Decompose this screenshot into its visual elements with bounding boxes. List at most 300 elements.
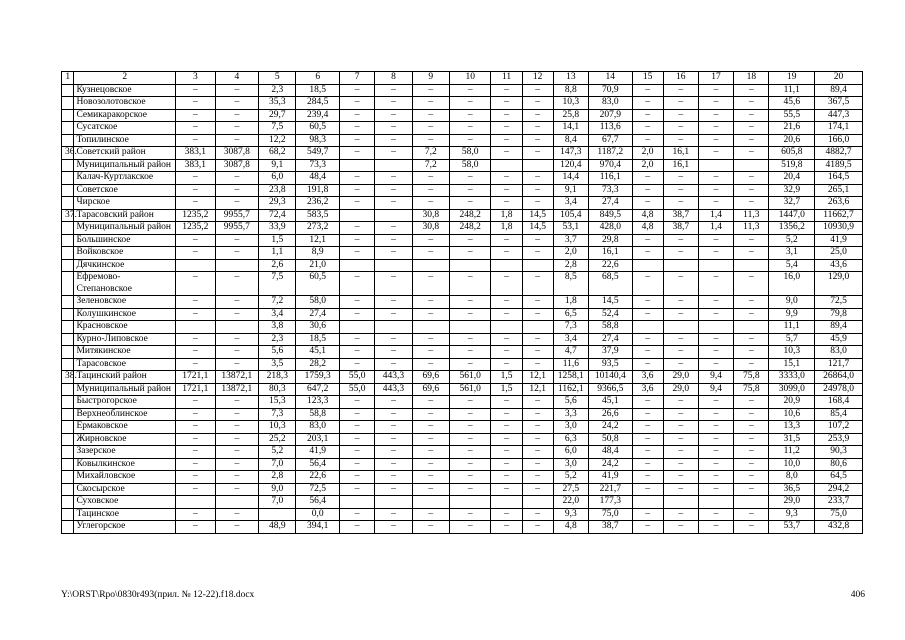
table-cell: 13,3 <box>769 421 815 434</box>
table-cell: – <box>215 408 259 421</box>
table-cell <box>62 234 74 247</box>
table-cell: – <box>176 296 215 309</box>
table-cell: – <box>375 446 412 459</box>
table-cell: – <box>522 521 553 534</box>
table-cell: – <box>522 358 553 371</box>
table-cell: – <box>734 122 769 135</box>
table-cell: – <box>340 346 375 359</box>
table-cell: 56,4 <box>296 458 340 471</box>
table-cell: – <box>215 184 259 197</box>
table-cell: – <box>412 184 449 197</box>
table-cell: – <box>632 247 663 260</box>
table-cell: – <box>734 458 769 471</box>
table-cell: 26864,0 <box>815 371 863 384</box>
table-cell: 80,6 <box>815 458 863 471</box>
table-cell: 2,8 <box>259 471 296 484</box>
table-cell: – <box>491 408 522 421</box>
table-cell: 58,0 <box>449 159 491 172</box>
table-cell: 4189,5 <box>815 159 863 172</box>
table-cell: 68,5 <box>588 272 632 296</box>
table-cell <box>62 296 74 309</box>
table-cell: – <box>449 197 491 210</box>
table-cell: 383,1 <box>176 147 215 160</box>
table-cell <box>62 308 74 321</box>
table-cell: – <box>698 358 733 371</box>
table-cell: 58,0 <box>449 147 491 160</box>
table-cell: 12,1 <box>522 383 553 396</box>
table-cell: – <box>632 458 663 471</box>
table-cell: – <box>698 408 733 421</box>
table-cell: 89,4 <box>815 321 863 334</box>
table-cell: – <box>698 333 733 346</box>
table-cell: – <box>340 234 375 247</box>
table-cell: 166,0 <box>815 134 863 147</box>
table-cell: – <box>522 272 553 296</box>
table-cell: – <box>491 333 522 346</box>
table-cell: 14,1 <box>553 122 588 135</box>
table-row <box>62 521 863 534</box>
table-cell: 1721,1 <box>176 383 215 396</box>
table-cell: 29,0 <box>769 496 815 509</box>
table-cell <box>62 109 74 122</box>
table-cell: 58,0 <box>296 296 340 309</box>
table-cell: 13872,1 <box>215 383 259 396</box>
table-body <box>62 72 863 534</box>
table-cell: 218,3 <box>259 371 296 384</box>
table-cell: 849,5 <box>588 209 632 222</box>
table-row <box>62 408 863 421</box>
table-cell <box>62 446 74 459</box>
table-cell: – <box>412 446 449 459</box>
table-cell: – <box>663 508 698 521</box>
table-cell: 9955,7 <box>215 222 259 235</box>
table-cell: – <box>176 396 215 409</box>
table-cell: 5,7 <box>769 333 815 346</box>
table-cell: – <box>375 433 412 446</box>
row-name-cell: Ковылкинское <box>74 458 176 471</box>
table-row <box>62 496 863 509</box>
table-cell: 25,0 <box>815 247 863 260</box>
table-cell: 9,1 <box>259 159 296 172</box>
row-name-cell: Красновское <box>74 321 176 334</box>
table-cell: – <box>522 247 553 260</box>
table-cell: 21,6 <box>769 122 815 135</box>
table-cell: 12,1 <box>522 371 553 384</box>
table-cell <box>491 321 522 334</box>
table-cell: 8,0 <box>769 471 815 484</box>
table-cell: 10,0 <box>769 458 815 471</box>
table-cell: – <box>632 521 663 534</box>
table-cell: – <box>522 109 553 122</box>
table-cell <box>62 346 74 359</box>
table-cell: 7,3 <box>553 321 588 334</box>
table-cell: 11,1 <box>769 84 815 97</box>
table-cell: 4,8 <box>553 521 588 534</box>
row-name-cell: Войковское <box>74 247 176 260</box>
table-cell: 1,4 <box>698 209 733 222</box>
table-cell: 10,6 <box>769 408 815 421</box>
table-cell: – <box>449 421 491 434</box>
table-cell: 67,7 <box>588 134 632 147</box>
table-cell: 75,0 <box>815 508 863 521</box>
table-cell: – <box>632 272 663 296</box>
row-name-cell: Чирское <box>74 197 176 210</box>
column-header: 17 <box>698 72 733 85</box>
table-cell: – <box>449 109 491 122</box>
table-row <box>62 471 863 484</box>
table-cell: – <box>449 433 491 446</box>
table-cell: 11,3 <box>734 222 769 235</box>
table-cell: – <box>340 97 375 110</box>
table-cell: 45,1 <box>296 346 340 359</box>
table-cell: 14,4 <box>553 172 588 185</box>
table-cell: – <box>375 84 412 97</box>
column-header: 15 <box>632 72 663 85</box>
table-cell: – <box>632 234 663 247</box>
table-cell: 5,6 <box>259 346 296 359</box>
table-cell: – <box>412 408 449 421</box>
table-cell <box>259 508 296 521</box>
row-name-cell: Муниципальный район <box>74 383 176 396</box>
table-cell: – <box>215 421 259 434</box>
table-cell: 9,0 <box>259 483 296 496</box>
table-cell: 1,4 <box>698 222 733 235</box>
table-cell: 394,1 <box>296 521 340 534</box>
table-cell: – <box>632 197 663 210</box>
table-cell: – <box>663 358 698 371</box>
table-cell: 0,0 <box>296 508 340 521</box>
table-cell: – <box>215 446 259 459</box>
row-name-cell: Большинское <box>74 234 176 247</box>
table-cell: 221,7 <box>588 483 632 496</box>
table-cell: 32,7 <box>769 197 815 210</box>
table-cell <box>412 259 449 272</box>
table-cell: 32,9 <box>769 184 815 197</box>
table-cell: – <box>698 272 733 296</box>
table-cell: – <box>340 521 375 534</box>
table-cell: – <box>215 508 259 521</box>
table-cell: 1356,2 <box>769 222 815 235</box>
table-cell: 16,1 <box>588 247 632 260</box>
table-cell: 9,4 <box>698 383 733 396</box>
table-cell: – <box>632 122 663 135</box>
table-cell: – <box>663 308 698 321</box>
table-cell: – <box>449 272 491 296</box>
table-cell: – <box>176 521 215 534</box>
table-cell <box>340 209 375 222</box>
table-cell: – <box>698 97 733 110</box>
table-cell: 7,5 <box>259 272 296 296</box>
table-cell: – <box>491 197 522 210</box>
table-cell: 3333,0 <box>769 371 815 384</box>
table-cell: 6,0 <box>259 172 296 185</box>
table-row <box>62 222 863 235</box>
table-cell: – <box>176 84 215 97</box>
table-cell: – <box>698 197 733 210</box>
column-header: 20 <box>815 72 863 85</box>
table-cell: 29,0 <box>663 371 698 384</box>
table-cell <box>412 321 449 334</box>
table-cell: 443,3 <box>375 371 412 384</box>
table-cell: – <box>491 308 522 321</box>
table-cell: 45,6 <box>769 97 815 110</box>
table-cell: – <box>412 109 449 122</box>
table-cell: – <box>698 147 733 160</box>
table-cell: 1,8 <box>491 222 522 235</box>
table-cell: 1,8 <box>553 296 588 309</box>
table-cell: 30,8 <box>412 209 449 222</box>
row-name-cell: Тарасовский район <box>74 209 176 222</box>
table-cell: – <box>491 446 522 459</box>
table-cell: – <box>176 408 215 421</box>
table-cell: – <box>522 421 553 434</box>
table-cell: – <box>491 396 522 409</box>
table-cell: – <box>176 433 215 446</box>
table-cell: 22,6 <box>588 259 632 272</box>
row-name-cell: Зазерское <box>74 446 176 459</box>
table-cell: 10930,9 <box>815 222 863 235</box>
table-cell: 83,0 <box>296 421 340 434</box>
table-cell: – <box>340 471 375 484</box>
table-cell: – <box>734 296 769 309</box>
row-name-cell: Суховское <box>74 496 176 509</box>
table-cell: 52,4 <box>588 308 632 321</box>
table-cell: – <box>215 308 259 321</box>
table-cell: – <box>632 508 663 521</box>
table-cell: 64,5 <box>815 471 863 484</box>
table-cell: – <box>663 184 698 197</box>
table-cell: – <box>375 247 412 260</box>
table-cell: 30,8 <box>412 222 449 235</box>
table-cell: – <box>734 483 769 496</box>
table-cell: 1759,3 <box>296 371 340 384</box>
table-cell: 16,1 <box>663 147 698 160</box>
table-cell: 561,0 <box>449 383 491 396</box>
table-cell: – <box>734 308 769 321</box>
table-cell: – <box>412 134 449 147</box>
table-cell <box>375 321 412 334</box>
table-cell <box>734 259 769 272</box>
table-cell: 1,5 <box>491 383 522 396</box>
table-cell: 1187,2 <box>588 147 632 160</box>
table-cell: – <box>698 172 733 185</box>
table-row <box>62 483 863 496</box>
table-cell: 48,4 <box>588 446 632 459</box>
table-cell: 83,0 <box>588 97 632 110</box>
table-cell: 73,3 <box>296 159 340 172</box>
table-cell: – <box>340 172 375 185</box>
table-cell: 26,6 <box>588 408 632 421</box>
table-cell: – <box>522 508 553 521</box>
table-cell: – <box>412 172 449 185</box>
table-cell: – <box>176 346 215 359</box>
table-cell: – <box>663 333 698 346</box>
table-cell: – <box>412 296 449 309</box>
table-cell: 3,8 <box>259 321 296 334</box>
table-cell <box>449 321 491 334</box>
table-cell: 233,7 <box>815 496 863 509</box>
table-cell <box>62 458 74 471</box>
table-cell: – <box>449 234 491 247</box>
table-cell: 428,0 <box>588 222 632 235</box>
table-cell: 48,4 <box>296 172 340 185</box>
table-cell: 121,7 <box>815 358 863 371</box>
table-cell: 12,1 <box>296 234 340 247</box>
table-cell: 647,2 <box>296 383 340 396</box>
table-cell: – <box>215 197 259 210</box>
table-cell: – <box>215 172 259 185</box>
table-cell: – <box>215 109 259 122</box>
table-cell <box>62 272 74 296</box>
table-cell: – <box>663 122 698 135</box>
table-cell: – <box>412 458 449 471</box>
table-cell: – <box>215 84 259 97</box>
row-name-cell: Дячкинское <box>74 259 176 272</box>
table-cell: – <box>176 421 215 434</box>
table-row <box>62 396 863 409</box>
table-cell: 22,6 <box>296 471 340 484</box>
table-cell: – <box>412 433 449 446</box>
table-cell: – <box>734 358 769 371</box>
table-row <box>62 371 863 384</box>
table-cell: 2,0 <box>632 147 663 160</box>
table-cell: – <box>698 296 733 309</box>
table-cell: – <box>215 234 259 247</box>
table-cell: – <box>449 184 491 197</box>
table-cell: 116,1 <box>588 172 632 185</box>
table-cell: – <box>663 234 698 247</box>
table-cell: 27,4 <box>588 197 632 210</box>
row-name-cell: Семикаракорское <box>74 109 176 122</box>
table-cell: 35,3 <box>259 97 296 110</box>
table-cell: – <box>176 471 215 484</box>
table-cell: 970,4 <box>588 159 632 172</box>
table-cell: – <box>522 333 553 346</box>
table-cell: – <box>663 134 698 147</box>
table-cell: 55,0 <box>340 371 375 384</box>
table-cell <box>176 496 215 509</box>
table-cell <box>176 259 215 272</box>
table-cell: 56,4 <box>296 496 340 509</box>
table-cell: – <box>522 197 553 210</box>
table-cell: – <box>491 109 522 122</box>
table-cell: 367,5 <box>815 97 863 110</box>
table-cell: – <box>449 483 491 496</box>
table-cell: – <box>449 134 491 147</box>
row-name-cell: Сусатское <box>74 122 176 135</box>
column-header: 19 <box>769 72 815 85</box>
table-cell: – <box>215 433 259 446</box>
table-cell: – <box>522 396 553 409</box>
table-cell: 1,1 <box>259 247 296 260</box>
table-cell: – <box>698 483 733 496</box>
row-name-cell: Муниципальный район <box>74 222 176 235</box>
table-cell: 45,1 <box>588 396 632 409</box>
table-cell: – <box>522 172 553 185</box>
table-cell: – <box>663 446 698 459</box>
column-header: 9 <box>412 72 449 85</box>
table-cell <box>698 321 733 334</box>
table-cell <box>62 508 74 521</box>
table-cell: – <box>215 333 259 346</box>
table-cell: – <box>522 458 553 471</box>
table-cell: – <box>632 308 663 321</box>
table-cell: 3,6 <box>632 371 663 384</box>
table-cell: – <box>698 122 733 135</box>
table-cell: – <box>698 109 733 122</box>
table-cell <box>412 496 449 509</box>
table-cell: – <box>412 234 449 247</box>
table-cell: 29,3 <box>259 197 296 210</box>
table-cell <box>632 259 663 272</box>
table-cell: 15,3 <box>259 396 296 409</box>
table-cell: 9,0 <box>769 296 815 309</box>
table-cell: – <box>375 184 412 197</box>
table-cell: 80,3 <box>259 383 296 396</box>
table-cell <box>62 471 74 484</box>
table-cell: – <box>698 308 733 321</box>
row-name-cell: Тацинский район <box>74 371 176 384</box>
table-cell: – <box>663 84 698 97</box>
row-name-cell: Калач-Куртлакское <box>74 172 176 185</box>
row-name-cell: Ефремово-Степановское <box>74 272 176 296</box>
table-cell: – <box>698 134 733 147</box>
table-row <box>62 159 863 172</box>
table-cell: 561,0 <box>449 371 491 384</box>
table-cell: 9,3 <box>769 508 815 521</box>
table-cell: – <box>663 97 698 110</box>
table-cell: 1721,1 <box>176 371 215 384</box>
row-name-cell: Тацинское <box>74 508 176 521</box>
table-cell: 248,2 <box>449 222 491 235</box>
table-cell: – <box>734 408 769 421</box>
table-cell: – <box>522 296 553 309</box>
table-cell: 519,8 <box>769 159 815 172</box>
table-cell: 164,5 <box>815 172 863 185</box>
table-cell: 24,2 <box>588 458 632 471</box>
table-cell: – <box>215 471 259 484</box>
header-row <box>62 72 863 85</box>
table-cell: – <box>734 84 769 97</box>
table-cell: 22,0 <box>553 496 588 509</box>
table-cell: – <box>412 84 449 97</box>
table-cell <box>62 321 74 334</box>
table-cell <box>62 333 74 346</box>
table-row <box>62 346 863 359</box>
row-name-cell: Кузнецовское <box>74 84 176 97</box>
table-cell: – <box>340 122 375 135</box>
table-cell: – <box>522 122 553 135</box>
table-cell: – <box>663 421 698 434</box>
table-cell: 16,0 <box>769 272 815 296</box>
table-cell: 443,3 <box>375 383 412 396</box>
column-header: 2 <box>74 72 176 85</box>
row-name-cell: Тарасовское <box>74 358 176 371</box>
table-cell: 432,8 <box>815 521 863 534</box>
table-cell <box>62 159 74 172</box>
table-cell: – <box>176 458 215 471</box>
table-row <box>62 147 863 160</box>
table-cell: 3,0 <box>553 458 588 471</box>
table-cell: 6,3 <box>553 433 588 446</box>
table-cell: – <box>340 296 375 309</box>
table-cell: – <box>632 172 663 185</box>
row-name-cell: Жирновское <box>74 433 176 446</box>
table-cell: – <box>375 296 412 309</box>
table-cell <box>62 197 74 210</box>
table-cell: – <box>340 433 375 446</box>
table-cell: – <box>734 97 769 110</box>
